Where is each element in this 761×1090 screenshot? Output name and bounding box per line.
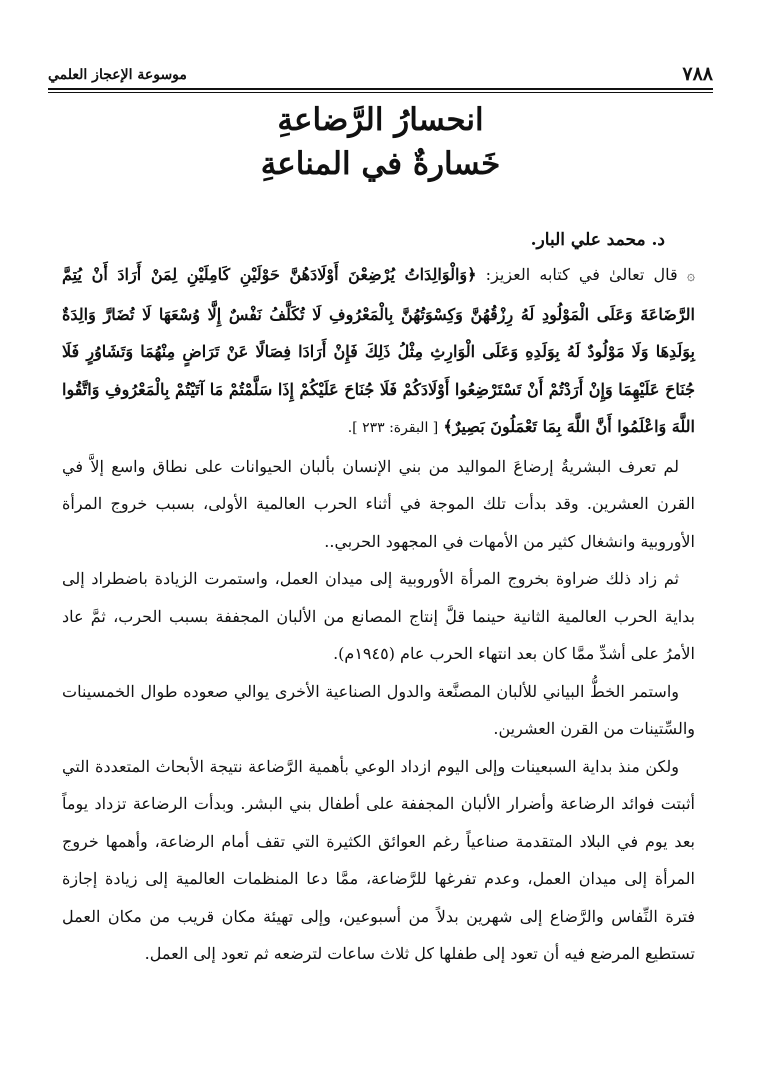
header-rule-thin bbox=[48, 92, 713, 93]
paragraph-2: ثم زاد ذلك ضراوة بخروج المرأة الأوروبية إلى ميدان العمل، واستمرت الزيادة باضطراد إلى بداية الحرب العالمية الثانية حينما قلَّ إنتاج المصانع من الألبان المجففة بسبب الحرب، ثمَّ عاد الأمرُ على أشدِّ ممَّا كان بعد انتهاء الحرب عام (١٩٤٥م). bbox=[62, 569, 696, 663]
intro-paragraph bbox=[62, 256, 695, 448]
page-header bbox=[48, 52, 713, 86]
paragraph-3: واستمر الخطُّ البياني للألبان المصنَّعة والدول الصناعية الأخرى يوالي صعوده طوال الخمسينات والسِّتينات من القرن العشرين. bbox=[62, 681, 695, 738]
author-name: د. محمد علي البار. bbox=[530, 230, 665, 250]
article-title bbox=[0, 98, 761, 186]
title-line-2: خَسارةٌ في المناعةِ bbox=[260, 146, 501, 182]
paragraph-1: لم تعرف البشريةُ إرضاعَ المواليد من بني الإنسان بألبان الحيوانات على نطاق واسع إلاَّ في القرن العشرين. وقد بدأت تلك الموجة في أثناء الحرب العالمية الأولى، بسبب خروج المرأة الأوروبية وانشغال كثير من الأمهات في المجهود الحربي.. bbox=[62, 456, 695, 551]
article-body bbox=[62, 256, 695, 973]
running-title: موسوعة الإعجاز العلمي bbox=[48, 67, 187, 83]
header-rule-thick bbox=[48, 88, 713, 90]
page-number: ٧٨٨ bbox=[682, 63, 713, 85]
title-line-1: انحسارُ الرَّضاعةِ bbox=[277, 102, 484, 138]
quran-verse: ﴿وَالْوَالِدَاتُ يُرْضِعْنَ أَوْلَادَهُنَّ حَوْلَيْنِ كَامِلَيْنِ لِمَنْ أَرَادَ أَنْ يُتِمَّ الرَّضَاعَةَ وَعَلَى الْمَوْلُودِ لَهُ رِزْقُهُنَّ وَكِسْوَتُهُنَّ بِالْمَعْرُوفِ لَا تُكَلَّفُ نَفْسٌ إِلَّا وُسْعَهَا لَا تُضَارَّ وَالِدَةٌ بِوَلَدِهَا وَلَا مَوْلُودٌ لَهُ بِوَلَدِهِ وَعَلَى الْوَارِثِ مِثْلُ ذَلِكَ فَإِنْ أَرَادَا فِصَالًا عَنْ تَرَاضٍ مِنْهُمَا وَتَشَاوُرٍ فَلَا جُنَاحَ عَلَيْهِمَا وَإِنْ أَرَدْتُمْ أَنْ تَسْتَرْضِعُوا أَوْلَادَكُمْ فَلَا جُنَاحَ عَلَيْكُمْ إِذَا سَلَّمْتُمْ مَا آتَيْتُمْ بِالْمَعْرُوفِ وَاتَّقُوا اللَّهَ وَاعْلَمُوا أَنَّ اللَّهَ بِمَا تَعْمَلُونَ بَصِيرٌ﴾ bbox=[62, 265, 696, 436]
verse-reference: [ البقرة: ٢٣٣ ]. bbox=[347, 420, 439, 436]
verse-ornament-icon: ۞ bbox=[686, 268, 696, 284]
intro-lead: قال تعالىٰ في كتابه العزيز: bbox=[476, 265, 678, 284]
paragraph-4: ولكن منذ بداية السبعينات وإلى اليوم ازداد الوعي بأهمية الرَّضاعة نتيجة الأبحاث المتعددة التي أثبتت فوائد الرضاعة وأضرار الألبان المجففة على أطفال بني البشر. وبدأت الرضاعة تزداد يوماً بعد يوم في البلاد المتقدمة صناعياً رغم العوائق الكثيرة التي تقف أمام الرضاعة، وأهمها خروج المرأة إلى ميدان العمل، وعدم تفرغها للرَّضاعة، ممَّا دعا المنظمات العالمية إلى زيادة إجازة فترة النِّفاس والرَّضاع إلى شهرين بدلاً من أسبوعين، وإلى تهيئة مكان قريب من مكان العمل تستطيع المرضع فيه أن تعود إلى طفلها كل ثلاث ساعات لترضعه ثم تعود إلى العمل. bbox=[62, 756, 695, 963]
